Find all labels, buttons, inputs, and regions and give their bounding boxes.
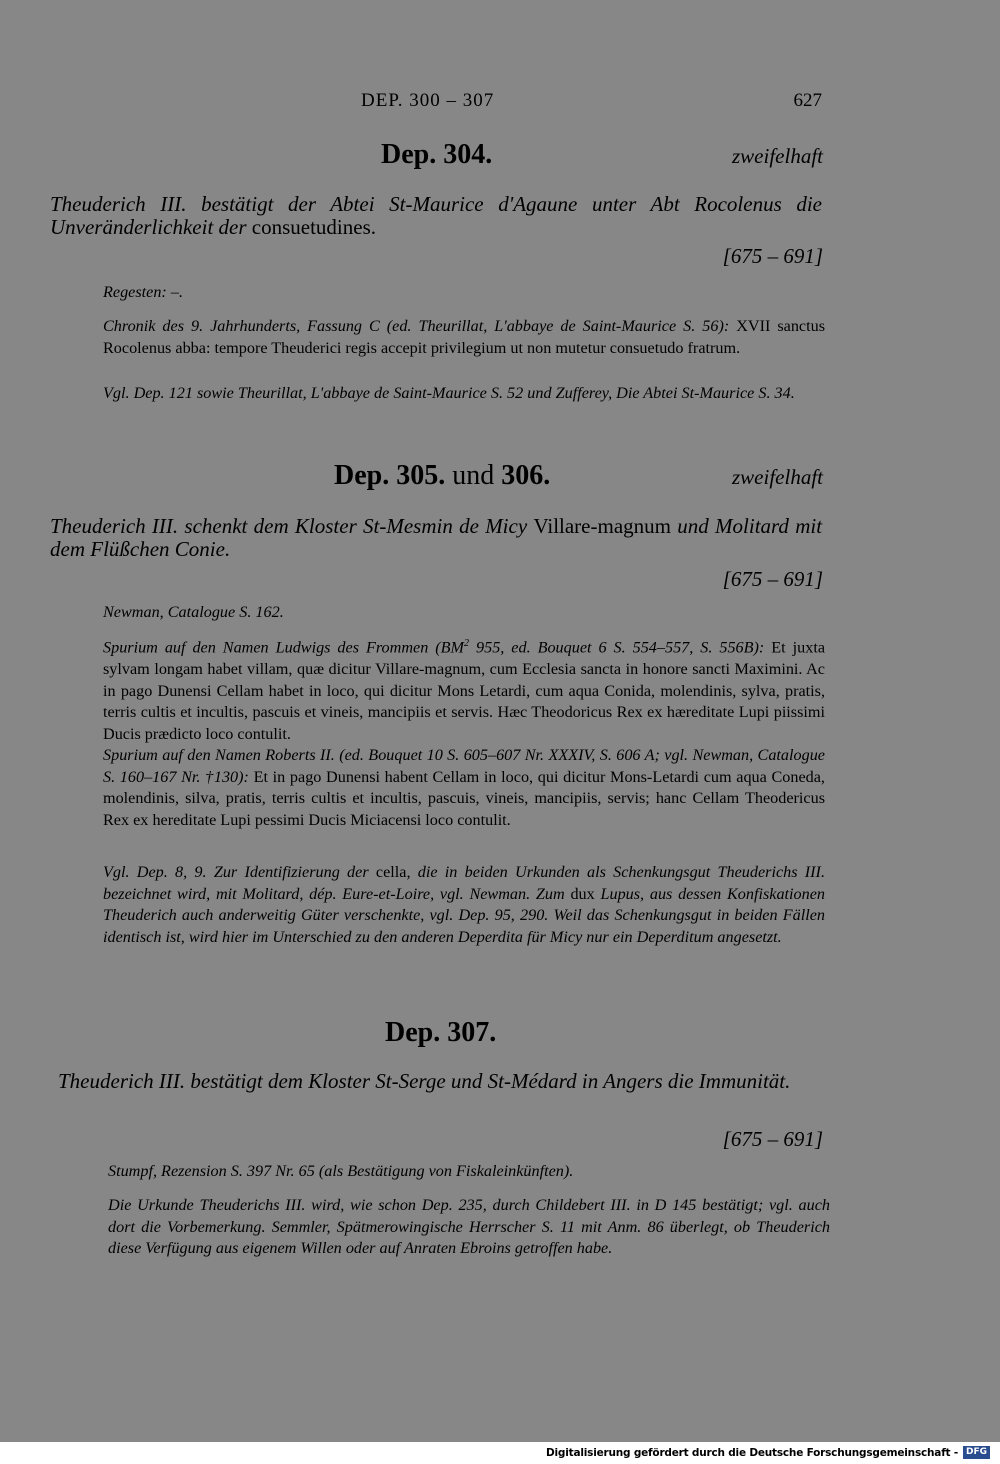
vgl-c: Lupus, aus dessen Konfiskationen Theuderich auch anderweitig Güter verschenkte, vgl. Dep. 95, 290. Weil das Schenkungsgut in beiden Fällen identisch ist, wird hier im Unterschied zu den anderen Deperdita für Micy nur ein Deperditum angesetzt. <box>103 884 825 946</box>
dep-304-summary <box>50 193 822 239</box>
digitization-footer <box>0 1442 1000 1464</box>
dep-307-heading: Dep. 307. <box>385 1017 497 1048</box>
dep-305-heading: Dep. 305. <box>334 460 446 491</box>
dep-304-heading: Dep. 304. <box>381 139 493 170</box>
spurium-1-sup: 2 <box>464 638 470 649</box>
spurium-2-text: Et in pago Dunensi habent Cellam in loco, qui dicitur Mons-Letardi cum aqua Coneda, molendinis, silva, pratis, terris cultis et incultis, pascuis, vineis, mancipiis, servis; hanc Cellam Theodericus Rex ex hereditate Lupi pessimi Ducis Miciacensi loco contulit. <box>103 767 825 829</box>
dep-304-vgl: Vgl. Dep. 121 sowie Theurillat, L'abbaye de Saint-Maurice S. 52 und Zufferey, Die Abtei St-Maurice S. 34. <box>103 384 795 402</box>
dep-305-summary <box>50 515 822 561</box>
dep-304-summary-roman: consuetudines. <box>251 215 377 239</box>
dep-304-chronik-text: XVII sanctus Rocolenus abba: tempore Theuderici regis accepit privilegium ut non mutetur consuetudo fratrum. <box>103 317 826 357</box>
spurium-1-ref-b: 955, ed. Bouquet 6 S. 554–557, S. 556B): <box>476 638 765 657</box>
vgl-dux: dux <box>570 884 595 903</box>
dep-306-heading: 306. <box>501 460 551 491</box>
dep-304-status: zweifelhaft <box>732 144 823 168</box>
dep-305-date: [675 – 691] <box>722 567 823 591</box>
dep-305-status: zweifelhaft <box>732 465 823 489</box>
dep-307-text: Die Urkunde Theuderichs III. wird, wie schon Dep. 235, durch Childebert III. in D 145 bestätigt; vgl. auch dort die Vorbemerkung. Semmler, Spätmerowingische Herrscher S. 11 mit Anm. 86 überlegt, ob Theuderich diese Verfügung aus eigenem Willen oder auf Anraten Ebroins getroffen habe. <box>108 1196 830 1258</box>
spurium-1-text: Et juxta sylvam longam habet villam, quæ dicitur Villare-magnum, cum Ecclesia sancta in honore sancti Maximini. Ac in pago Dunensi Cellam habet in loco, qui dicitur Mons Letardi, cum aqua Conida, molendinis, sylva, pratis, terris cultis et incultis, pascuis et vineis, mancipiis et servis. Hæc Theodoricus Rex ex hæreditate Lupi piissimi Ducis prædicto loco contulit. <box>103 638 826 743</box>
dep-305-spurium-2 <box>103 745 825 831</box>
running-title: DEP. 300 – 307 <box>361 90 495 111</box>
dep-304-date: [675 – 691] <box>722 244 823 268</box>
dep-307-stumpf: Stumpf, Rezension S. 397 Nr. 65 (als Bestätigung von Fiskaleinkünften). <box>108 1162 574 1180</box>
dep-304-chronik-ref: Chronik des 9. Jahrhunderts, Fassung C (ed. Theurillat, L'abbaye de Saint-Maurice S. 56): <box>103 317 730 335</box>
dfg-logo: DFG <box>963 1446 990 1459</box>
dep-304-chronik <box>103 316 825 359</box>
dep-305-summary-b: und Molitard mit dem Flüßchen Conie. <box>50 514 823 561</box>
footer-credit: Digitalisierung gefördert durch die Deutsche Forschungsgemeinschaft - <box>546 1447 958 1459</box>
vgl-a: Vgl. Dep. 8, 9. Zur Identifizierung der <box>103 863 369 881</box>
dep-305-newman: Newman, Catalogue S. 162. <box>103 603 284 621</box>
vgl-b: , die in beiden Urkunden als Schenkungsgut Theuderichs III. bezeichnet wird, mit Molitard, dép. Eure-et-Loire, vgl. Newman. Zum <box>103 863 825 903</box>
dep-305-spurium-1 <box>103 633 825 745</box>
dep-305-summary-roman: Villare-magnum <box>533 514 671 538</box>
dep-305-306-heading <box>334 460 550 492</box>
dep-heading-und: und <box>452 460 495 491</box>
dep-307-date: [675 – 691] <box>722 1127 823 1151</box>
dep-305-vgl <box>103 862 825 948</box>
spurium-2-ref: Spurium auf den Namen Roberts II. (ed. Bouquet 10 S. 605–607 Nr. XXXIV, S. 606 A; vgl. Newman, Catalogue S. 160–167 Nr. †130): <box>103 746 825 786</box>
spurium-1-ref-a: Spurium auf den Namen Ludwigs des Frommen (BM <box>103 638 465 657</box>
dep-304-summary-italic: Theuderich III. bestätigt der Abtei St-Maurice d'Agaune unter Abt Rocolenus die Unveränderlichkeit der <box>50 192 822 239</box>
dep-307-summary: Theuderich III. bestätigt dem Kloster St-Serge und St-Médard in Angers die Immunität. <box>58 1069 791 1093</box>
dep-304-regesten: Regesten: –. <box>103 283 184 301</box>
page-number: 627 <box>793 90 822 111</box>
dep-305-summary-a: Theuderich III. schenkt dem Kloster St-Mesmin de Micy <box>50 514 528 538</box>
vgl-cella: cella <box>375 863 407 881</box>
